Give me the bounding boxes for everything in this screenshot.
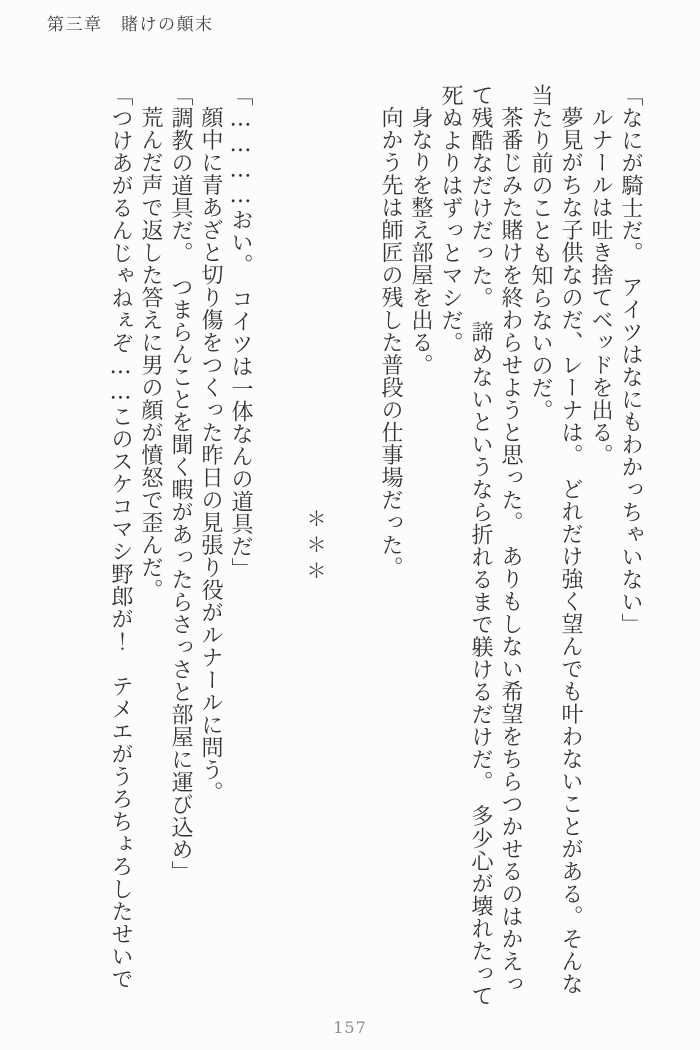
body-text [105,84,645,1010]
paragraph-narration: ルナールは吐き捨てベッドを出る。 [588,106,613,466]
paragraph-dialogue: 「…………おい。 コイツは一体なんの道具だ」 [228,84,253,580]
page-number: 157 [333,1018,367,1037]
paragraph-dialogue: 「つけあがるんじゃねぇぞ……このスケコマシ野郎が！ テメエがうろちょろしたせいで [108,84,133,990]
paragraph-narration: 向かう先は師匠の残した普段の仕事場だった。 [378,106,403,579]
paragraph-dialogue: 「なにが騎士だ。 アイツはなにもわかっちゃいない」 [618,84,643,636]
paragraph-narration: 荒んだ声で返した答えに男の顔が憤怒で歪んだ。 [138,106,163,601]
paragraph-narration: 茶番じみた賭けを終わらせようと思った。 ありもしない希望をちらつかせるのはかえって残酷なだけだった。 諦めないというなら折れるまで躾けるだけだ。 多少心が壊れたって死ぬよりはずっとマシだ。 [438,84,523,1007]
paragraph-narration: 夢見がちな子供なのだ、レーナは。 どれだけ強く望んでも叶わないことがある。そんな当たり前のことも知らないのだ。 [528,84,583,995]
paragraph-dialogue: 「調教の道具だ。 つまらんことを聞く暇があったらさっさと部屋に運び込め」 [168,84,193,883]
paragraph-narration: 身なりを整え部屋を出る。 [408,106,433,376]
scene-separator: ＊＊＊ [303,508,327,586]
chapter-header: 第三章 賭けの顛末 [47,15,214,35]
paragraph-narration: 顔中に青あざと切り傷をつくった昨日の見張り役がルナールに問う。 [198,106,223,804]
